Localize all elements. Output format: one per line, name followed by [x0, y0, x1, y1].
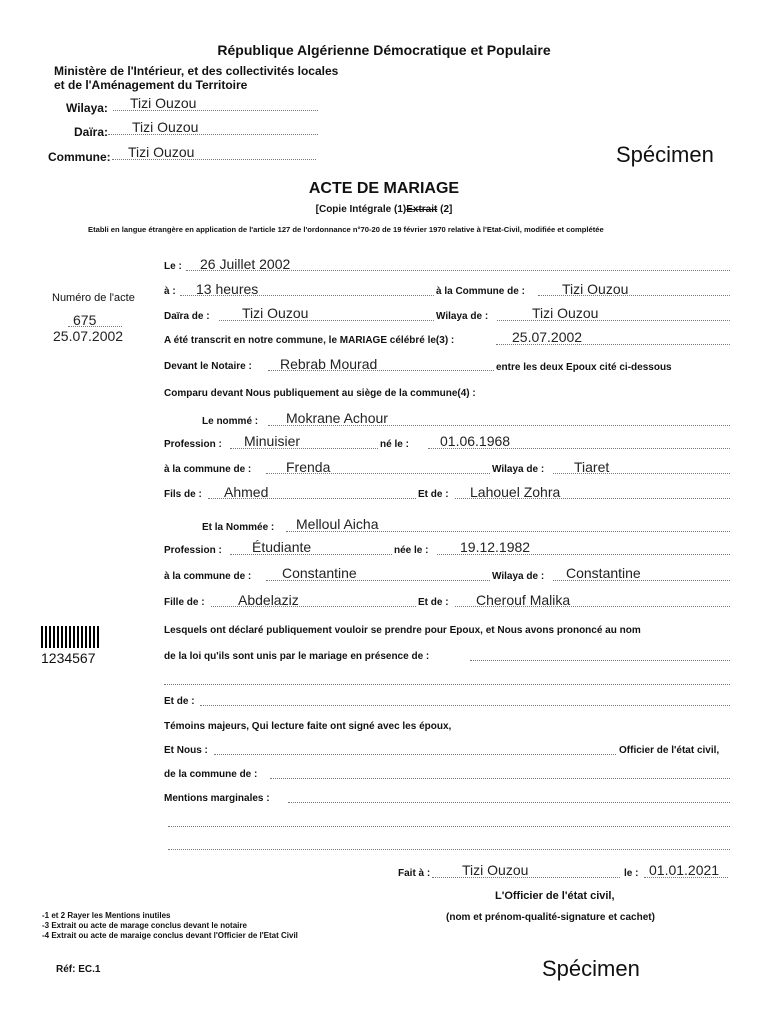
specimen-bottom: Spécimen — [542, 956, 640, 981]
act-commune-value: Tizi Ouzou — [562, 281, 629, 297]
act-commune-label: à la Commune de : — [436, 286, 525, 297]
footnote-4: -4 Extrait ou acte de maraige conclus devant l'Officier de l'Etat Civil — [42, 931, 298, 940]
commune-label: Commune: — [48, 150, 111, 164]
declaration-line2: de la loi qu'ils sont unis par le mariage en présence de : — [164, 651, 430, 662]
wife-name-label: Et la Nommée : — [202, 522, 275, 533]
act-le-label: Le : — [164, 261, 182, 272]
ministry-line2: et de l'Aménagement du Territoire — [54, 78, 248, 92]
act-a-label: à : — [164, 286, 176, 297]
transcrit-label: A été transcrit en notre commune, le MARIAGE célébré le(3) : — [164, 335, 455, 346]
numero-date: 25.07.2002 — [53, 328, 124, 344]
et-de-label: Et de : — [164, 696, 195, 707]
daira-label: Daïra: — [74, 125, 109, 139]
husband-born-label: né le : — [380, 439, 409, 450]
husband-wilaya-label: Wilaya de : — [492, 464, 545, 475]
act-title: ACTE DE MARIAGE — [308, 180, 460, 197]
act-daira-value: Tizi Ouzou — [242, 305, 309, 321]
officer-title: L'Officier de l'état civil, — [495, 890, 615, 902]
mentions-line3 — [168, 849, 730, 850]
copie-suffix: (2] — [437, 204, 453, 215]
sign-le-label: le : — [624, 868, 639, 879]
wife-father-value: Abdelaziz — [238, 592, 299, 608]
husband-mother-label: Et de : — [418, 489, 449, 500]
et-de-dots — [200, 705, 730, 706]
declaration-line1: Lesquels ont déclaré publiquement vouloir se prendre pour Epoux, et Nous avons prononcé au nom — [164, 625, 641, 636]
et-nous-dots — [214, 754, 616, 755]
copie-struck: Extrait — [406, 204, 438, 215]
copie-prefix: [Copie Intégrale (1) — [315, 204, 407, 215]
wife-born-value: 19.12.1982 — [460, 539, 531, 555]
specimen-top: Spécimen — [616, 142, 714, 167]
daira-value: Tizi Ouzou — [132, 119, 199, 135]
act-a-value: 13 heures — [196, 281, 259, 297]
sign-le-value: 01.01.2021 — [649, 862, 720, 878]
compare-text: Comparu devant Nous publiquement au siège de la commune(4) : — [164, 388, 476, 399]
notaire-label: Devant le Notaire : — [164, 361, 252, 372]
husband-father-label: Fils de : — [164, 489, 202, 500]
husband-father-value: Ahmed — [224, 484, 269, 500]
commune-value: Tizi Ouzou — [128, 144, 195, 160]
barcode — [41, 626, 101, 648]
wife-profession-label: Profession : — [164, 545, 222, 556]
husband-name-value: Mokrane Achour — [286, 410, 388, 426]
husband-profession-label: Profession : — [164, 439, 222, 450]
act-wilaya-value: Tizi Ouzou — [532, 305, 599, 321]
fait-label: Fait à : — [398, 868, 431, 879]
numero-label: Numéro de l'acte — [52, 292, 135, 304]
et-nous-label: Et Nous : — [164, 745, 208, 756]
wilaya-value: Tizi Ouzou — [130, 95, 197, 111]
ministry-line1: Ministère de l'Intérieur, et des collectivités locales — [54, 64, 339, 78]
wife-wilaya-value: Constantine — [566, 565, 641, 581]
republic-title: République Algérienne Démocratique et Populaire — [217, 42, 551, 58]
mentions-line2 — [168, 826, 730, 827]
footnote-1: -1 et 2 Rayer les Mentions inutiles — [42, 911, 171, 920]
husband-name-label: Le nommé : — [202, 416, 259, 427]
presence-blank-line — [164, 684, 730, 685]
temoins-text: Témoins majeurs, Qui lecture faite ont signé avec les époux, — [164, 721, 452, 732]
act-daira-label: Daïra de : — [164, 311, 210, 322]
declaration-line2-dots — [470, 660, 730, 661]
notaire-suffix: entre les deux Epoux cité ci-dessous — [496, 362, 672, 373]
mentions-label: Mentions marginales : — [164, 793, 270, 804]
ref-code: Réf: EC.1 — [56, 964, 101, 975]
husband-born-value: 01.06.1968 — [440, 433, 511, 449]
husband-commune-value: Frenda — [286, 459, 331, 475]
barcode-number: 1234567 — [41, 650, 96, 666]
wife-wilaya-label: Wilaya de : — [492, 571, 545, 582]
copie-line — [0, 204, 768, 215]
wife-mother-value: Cherouf Malika — [476, 592, 571, 608]
wife-father-label: Fille de : — [164, 597, 205, 608]
husband-wilaya-value: Tiaret — [574, 459, 610, 475]
established-text: Etabli en langue étrangère en application de l'article 127 de l'ordonnance n°70-20 de 19 février 1970 relative à l'Etat-Civil, modifiée et complétée — [88, 225, 604, 234]
act-le-value: 26 Juillet 2002 — [200, 256, 291, 272]
wilaya-label: Wilaya: — [66, 101, 108, 115]
mentions-dots — [288, 802, 730, 803]
wife-commune-value: Constantine — [282, 565, 357, 581]
wife-profession-value: Étudiante — [252, 539, 312, 555]
husband-mother-value: Lahouel Zohra — [470, 484, 561, 500]
notaire-value: Rebrab Mourad — [280, 356, 378, 372]
husband-profession-value: Minuisier — [244, 433, 301, 449]
wife-commune-label: à la commune de : — [164, 571, 252, 582]
numero-value: 675 — [73, 312, 97, 328]
wife-born-label: née le : — [394, 545, 429, 556]
officier-label: Officier de l'état civil, — [619, 745, 720, 756]
officer-detail: (nom et prénom-qualité-signature et cachet) — [446, 912, 655, 923]
wife-mother-label: Et de : — [418, 597, 449, 608]
husband-commune-label: à la commune de : — [164, 464, 252, 475]
fait-value: Tizi Ouzou — [462, 862, 529, 878]
wife-name-value: Melloul Aicha — [296, 516, 379, 532]
decl-commune-label: de la commune de : — [164, 769, 258, 780]
footnote-3: -3 Extrait ou acte de marage conclus devant le notaire — [42, 921, 247, 930]
transcrit-value: 25.07.2002 — [512, 329, 583, 345]
decl-commune-dots — [270, 778, 730, 779]
act-wilaya-label: Wilaya de : — [436, 311, 489, 322]
